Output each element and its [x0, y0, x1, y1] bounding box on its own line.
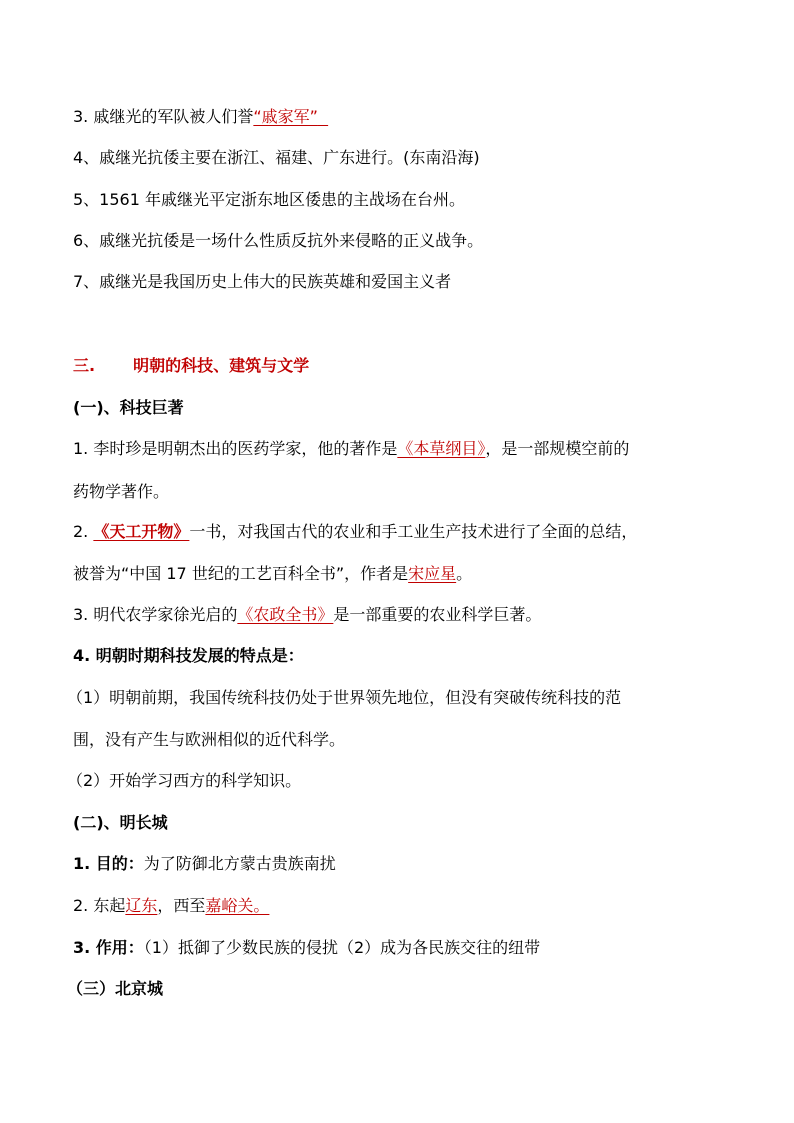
sub1-p3-post: 是一部重要的农业科学巨著。	[333, 605, 542, 624]
sub2-p3-label: 3. 作用：	[73, 938, 144, 957]
sub1-p4-heading: 4. 明朝时期科技发展的特点是：	[73, 646, 304, 665]
sub1-p2-line2-pre: 被誉为“中国 17 世纪的工艺百科全书”，作者是	[73, 564, 409, 583]
sub2-p2	[73, 895, 269, 917]
sub1-p2-author: 宋应星	[408, 564, 457, 583]
sub1-heading: (一)、科技巨著	[73, 398, 184, 417]
sub2-p1	[73, 853, 336, 875]
sub3-heading: （三）北京城	[67, 979, 164, 998]
sub1-p1-line2: 药物学著作。	[73, 482, 170, 501]
sub1-p1-post: ，是一部规模空前的	[485, 439, 630, 458]
qijiguang-item-7: 7、戚继光是我国历史上伟大的民族英雄和爱国主义者	[73, 272, 452, 291]
sub2-p2-mid: ，西至	[157, 896, 206, 915]
sub1-p3-book: 《农政全书》	[237, 605, 334, 624]
sub1-p2-line2-post: 。	[456, 564, 473, 583]
qijiguang-item-4: 4、戚继光抗倭主要在浙江、福建、广东进行。(东南沿海)	[73, 148, 480, 167]
sub1-p3-pre: 3. 明代农学家徐光启的	[73, 605, 238, 624]
sub2-p2-pre: 2. 东起	[73, 896, 126, 915]
sub1-p3	[73, 604, 541, 626]
sub2-p1-label: 1. 目的：	[73, 854, 144, 873]
sub1-p2-pre: 2.	[73, 522, 94, 541]
sub1-p4-b: （2）开始学习西方的科学知识。	[67, 771, 302, 790]
sub1-p4-a-line2: 围，没有产生与欧洲相似的近代科学。	[73, 730, 346, 749]
qijiguang-item-6: 6、戚继光抗倭是一场什么性质反抗外来侵略的正义战争。	[73, 231, 484, 250]
qijiguang-item-3	[73, 106, 328, 128]
sub1-p1-book: 《本草纲目》	[397, 439, 486, 458]
sub1-p2-line2	[73, 563, 472, 585]
sub1-p1-pre: 1. 李时珍是明朝杰出的医药学家，他的著作是	[73, 439, 398, 458]
sub2-p2-east: 辽东	[125, 896, 158, 915]
sub2-p1-text: 为了防御北方蒙古贵族南扰	[143, 854, 336, 873]
sub1-p2-book: 《天工开物》	[93, 522, 190, 541]
sub2-p3-text: （1）抵御了少数民族的侵扰（2）成为各民族交往的纽带	[143, 938, 541, 957]
section-3-number: 三.	[73, 356, 96, 375]
sub2-p3	[73, 937, 540, 959]
section-3-heading	[73, 355, 309, 377]
sub1-p2-line1	[73, 521, 637, 543]
sub1-p2-post: 一书，对我国古代的农业和手工业生产技术进行了全面的总结，	[189, 522, 638, 541]
item-3-text: 3. 戚继光的军队被人们誉	[73, 107, 254, 126]
section-3-title: 明朝的科技、建筑与文学	[133, 356, 310, 375]
item-3-answer: “戚家军”	[253, 107, 318, 126]
qijiguang-item-5: 5、1561 年戚继光平定浙东地区倭患的主战场在台州。	[73, 190, 465, 209]
sub2-heading: (二)、明长城	[73, 813, 168, 832]
sub1-p4-a-line1: （1）明朝前期，我国传统科技仍处于世界领先地位，但没有突破传统科技的范	[67, 688, 622, 707]
sub1-p1-line1	[73, 438, 629, 460]
sub2-p2-west: 嘉峪关。	[205, 896, 270, 915]
item-3-blank	[318, 107, 328, 126]
